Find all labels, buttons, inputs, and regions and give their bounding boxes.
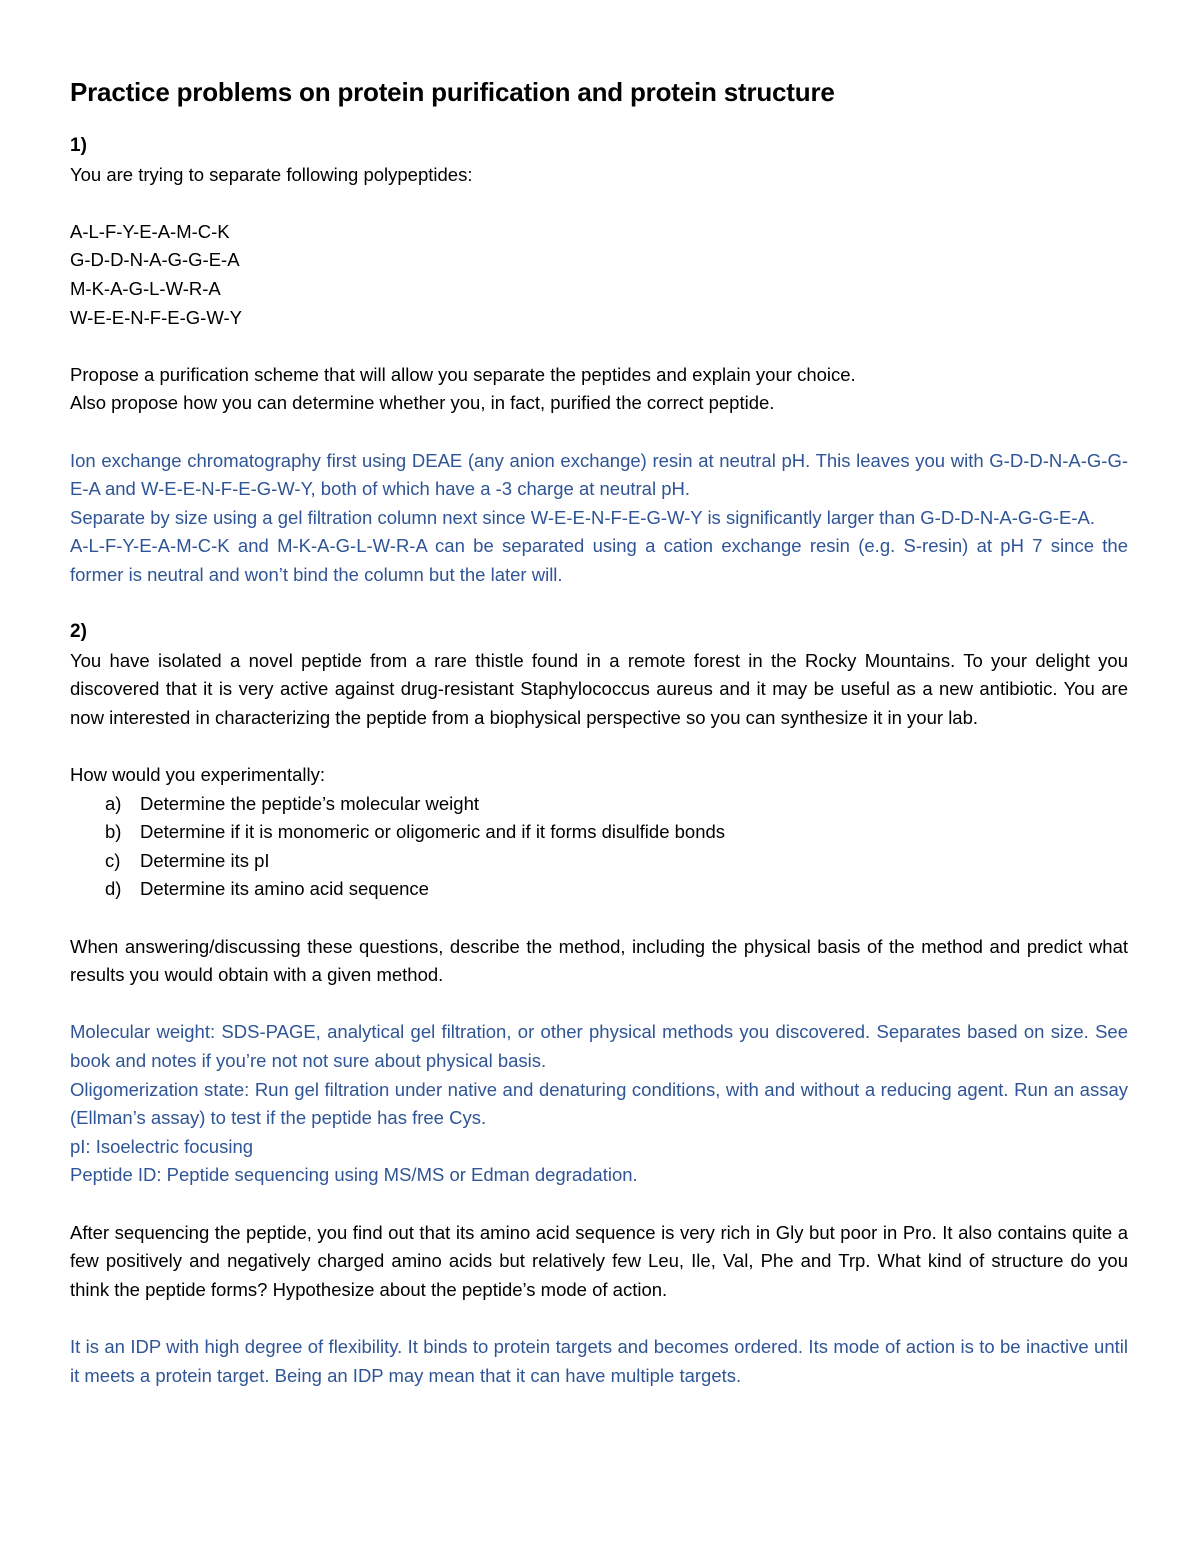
list-item (105, 818, 1128, 847)
answer-paragraph: pI: Isoelectric focusing (70, 1135, 254, 1157)
answer-paragraph: Ion exchange chromatography first using DEAE (any anion exchange) resin at neutral pH. This leaves you with G-D-D-N-A-G-G-E-A and W-E-E-N-F-E-G-W-Y, both of which have a -3 charge at neutral pH. (70, 449, 1128, 500)
list-item (105, 790, 1128, 819)
list-marker: c) (105, 849, 121, 871)
answer-paragraph: Molecular weight: SDS-PAGE, analytical gel filtration, or other physical methods you discovered. Separates based on size. See book and notes if you’re not not sure about physical basis. (70, 1021, 1128, 1071)
list-marker: a) (105, 792, 122, 814)
answer-paragraph: A-L-F-Y-E-A-M-C-K and M-K-A-G-L-W-R-A can be separated using a cation exchange resin (e.g. S-resin) at pH 7 since the former is neutral and won’t bind the column but the later will. (70, 535, 1128, 585)
list-item-text: Determine if it is monomeric or oligomeric and if it forms disulfide bonds (140, 821, 726, 843)
question-1-number: 1) (70, 135, 87, 156)
question-2-intro: You have isolated a novel peptide from a rare thistle found in a remote forest in the Rocky Mountains. To your delight you discovered that it is very active against drug-resistant Staphylococcus aureus and it may be useful as a new antibiotic. You are now interested in characterizing the peptide from a biophysical perspective so you can synthesize it in your lab. (70, 649, 1128, 728)
peptide-item: W-E-E-N-F-E-G-W-Y (70, 306, 242, 328)
list-marker: b) (105, 821, 122, 843)
list-item-text: Determine the peptide’s molecular weight (140, 792, 480, 814)
question-2-list-lead: How would you experimentally: (70, 764, 326, 786)
question-2-number: 2) (70, 621, 87, 643)
document-title: Practice problems on protein purification and protein structure (70, 77, 835, 107)
list-item (105, 875, 1128, 904)
list-marker: d) (105, 878, 122, 900)
question-2-answer (70, 1018, 1128, 1190)
question-2 (70, 618, 1128, 1390)
question-1-prompt: Propose a purification scheme that will allow you separate the peptides and explain your choice. (70, 363, 856, 385)
question-1 (70, 132, 1128, 590)
peptide-list (70, 218, 1128, 332)
question-1-intro: You are trying to separate following polypeptides: (70, 163, 473, 185)
question-2-followup-answer: It is an IDP with high degree of flexibility. It binds to protein targets and becomes ordered. Its mode of action is to be inactive until it meets a protein target. Being an IDP may mean that it can have multiple targets. (70, 1335, 1128, 1386)
document-page (70, 72, 1128, 1390)
question-1-prompt: Also propose how you can determine whether you, in fact, purified the correct peptide. (70, 392, 775, 414)
question-2-followup: After sequencing the peptide, you find out that its amino acid sequence is very rich in Gly but poor in Pro. It also contains quite a few positively and negatively charged amino acids but relatively few Leu, Ile, Val, Phe and Trp. What kind of structure do you think the peptide forms? Hypothesize about the peptide’s mode of action. (70, 1221, 1128, 1300)
peptide-item: G-D-D-N-A-G-G-E-A (70, 249, 240, 271)
list-item (105, 847, 1128, 876)
peptide-item: M-K-A-G-L-W-R-A (70, 277, 221, 299)
peptide-item: A-L-F-Y-E-A-M-C-K (70, 220, 230, 242)
question-1-answer (70, 447, 1128, 590)
answer-paragraph: Peptide ID: Peptide sequencing using MS/MS or Edman degradation. (70, 1164, 638, 1186)
answer-paragraph: Oligomerization state: Run gel filtration under native and denaturing conditions, with and without a reducing agent. Run an assay (Ellman’s assay) to test if the peptide has free Cys. (70, 1078, 1128, 1129)
answer-paragraph: Separate by size using a gel filtration column next since W-E-E-N-F-E-G-W-Y is significantly larger than G-D-D-N-A-G-G-E-A. (70, 506, 1095, 528)
question-2-instructions: When answering/discussing these questions, describe the method, including the physical basis of the method and predict what results you would obtain with a given method. (70, 935, 1128, 986)
list-item-text: Determine its amino acid sequence (140, 878, 429, 900)
question-2-list (70, 790, 1128, 904)
list-item-text: Determine its pI (140, 849, 270, 871)
